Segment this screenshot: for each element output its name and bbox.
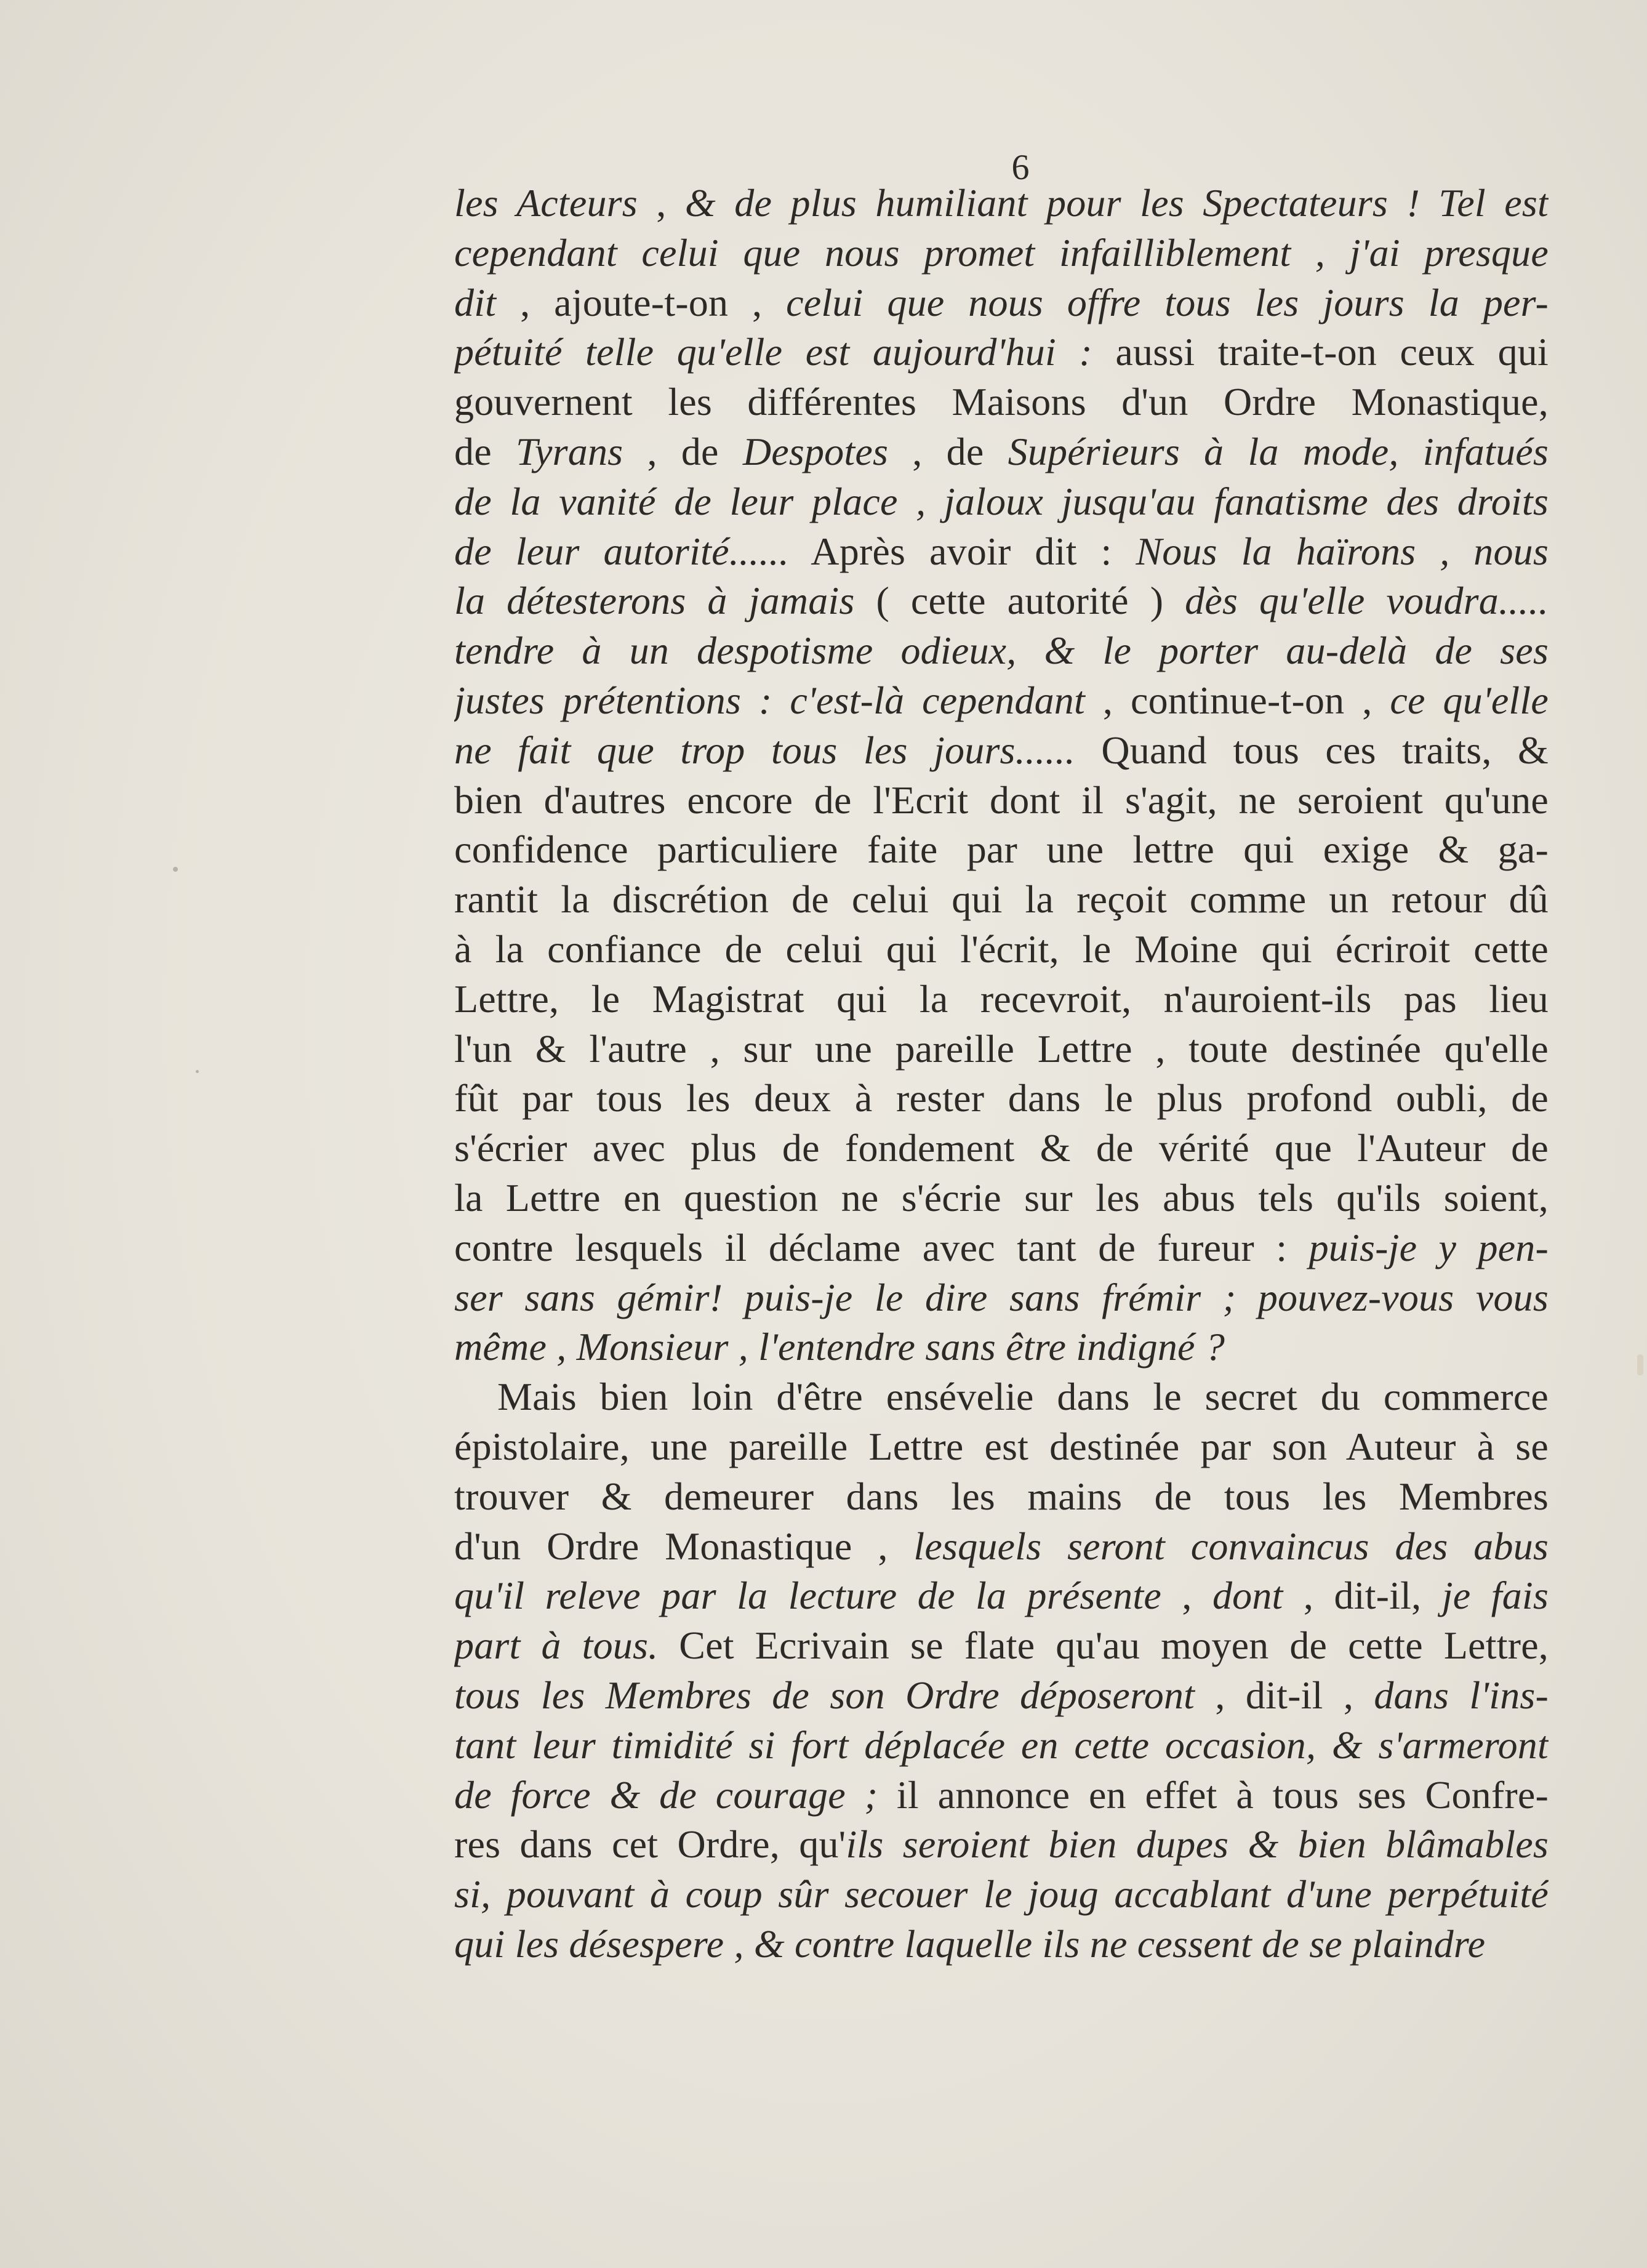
text-segment: gouvernent les différentes Maisons d'un Ordre Monastique, bbox=[454, 380, 1549, 424]
text-segment: de bbox=[454, 429, 516, 473]
text-segment: Lettre, le Magistrat qui la recevroit, n'auroient-ils pas lieu bbox=[454, 976, 1549, 1021]
text-segment: épistolaire, une pareille Lettre est destinée par son Auteur à se bbox=[454, 1424, 1549, 1468]
text-segment: Après avoir dit : bbox=[788, 529, 1136, 573]
text-segment: Mais bien loin d'être ensévelie dans le secret du commerce bbox=[497, 1375, 1549, 1419]
text-segment: contre lesquels il déclame avec tant de fureur : bbox=[454, 1225, 1309, 1269]
italic-text-segment: qui les désespere , & contre laquelle ils ne cessent de se plaindre bbox=[454, 1921, 1486, 1966]
italic-text-segment: les Acteurs bbox=[454, 181, 638, 225]
text-segment: l'un & l'autre , sur une pareille Lettre , toute destinée qu'elle bbox=[454, 1026, 1549, 1071]
text-line bbox=[454, 328, 1549, 377]
text-line bbox=[454, 477, 1549, 527]
paper-speck bbox=[173, 867, 178, 872]
italic-text-segment: cependant celui que nous promet infailliblement , j'ai presque bbox=[454, 230, 1549, 275]
text-line bbox=[454, 1820, 1549, 1870]
text-segment: Cet Ecrivain se flate qu'au moyen de cette Lettre, bbox=[658, 1623, 1549, 1668]
italic-text-segment: dès qu'elle voudra..... bbox=[1185, 579, 1549, 623]
italic-text-segment: si, pouvant à coup sûr secouer le joug accablant d'une perpétuité bbox=[454, 1872, 1549, 1916]
text-segment: res dans cet Ordre, qu' bbox=[454, 1822, 846, 1867]
text-line bbox=[454, 1721, 1549, 1771]
text-line bbox=[454, 726, 1549, 776]
paper-speck bbox=[1637, 1354, 1643, 1375]
text-line bbox=[454, 228, 1549, 278]
italic-text-segment: de leur autorité...... bbox=[454, 529, 789, 573]
text-segment: bien d'autres encore de l'Ecrit dont il s'agit, ne seroient qu'une bbox=[454, 778, 1549, 822]
text-line bbox=[454, 925, 1549, 975]
text-segment: , bbox=[1161, 1574, 1212, 1618]
italic-text-segment: même , Monsieur , l'entendre sans être indigné ? bbox=[454, 1325, 1225, 1369]
text-segment: trouver & demeurer dans les mains de tous les Membres bbox=[454, 1474, 1549, 1518]
text-segment: à la confiance de celui qui l'écrit, le Moine qui écriroit cette bbox=[454, 927, 1549, 971]
text-segment: il annonce en effet à tous ses Confre- bbox=[878, 1772, 1549, 1817]
text-line bbox=[454, 1372, 1549, 1422]
text-segment: Quand tous ces traits, & bbox=[1075, 728, 1549, 772]
text-line bbox=[454, 1024, 1549, 1074]
text-line bbox=[454, 1173, 1549, 1223]
text-segment: ( cette autorité ) bbox=[854, 579, 1185, 623]
text-line bbox=[454, 825, 1549, 875]
text-segment: , de bbox=[888, 429, 1008, 473]
italic-text-segment: ne fait que trop tous les jours...... bbox=[454, 728, 1075, 772]
italic-text-segment: pétuité telle qu'elle est aujourd'hui : bbox=[454, 330, 1092, 374]
text-line bbox=[454, 1074, 1549, 1124]
italic-text-segment: la détesterons à jamais bbox=[454, 579, 855, 623]
italic-text-segment: dont bbox=[1212, 1574, 1283, 1618]
italic-text-segment: & de plus humiliant pour les Spectateurs ! Tel est bbox=[684, 181, 1549, 225]
italic-text-segment: de force & de courage ; bbox=[454, 1772, 878, 1817]
italic-text-segment: Despotes bbox=[742, 429, 889, 473]
text-line bbox=[454, 626, 1549, 676]
italic-text-segment: de la vanité de leur place , jaloux jusqu'au fanatisme des droits bbox=[454, 479, 1549, 523]
text-line bbox=[454, 776, 1549, 826]
text-line bbox=[454, 427, 1549, 477]
text-line bbox=[454, 1422, 1549, 1472]
body-text bbox=[454, 179, 1549, 1969]
text-line bbox=[454, 1870, 1549, 1920]
text-line bbox=[454, 1322, 1549, 1372]
text-line bbox=[454, 527, 1549, 577]
text-line bbox=[454, 576, 1549, 626]
text-segment: , dit-il , bbox=[1195, 1673, 1374, 1717]
text-segment: fût par tous les deux à rester dans le plus profond oubli, de bbox=[454, 1076, 1549, 1120]
text-segment: confidence particuliere faite par une lettre qui exige & ga- bbox=[454, 827, 1549, 872]
italic-text-segment: tant leur timidité si fort déplacée en cette occasion, & s'armeront bbox=[454, 1723, 1549, 1767]
text-line bbox=[454, 377, 1549, 427]
italic-text-segment: Supérieurs à la mode, infatués bbox=[1008, 429, 1549, 473]
text-segment: la Lettre en question ne s'écrie sur les abus tels qu'ils soient, bbox=[454, 1175, 1549, 1220]
italic-text-segment: tous les Membres de son Ordre déposeront bbox=[454, 1673, 1195, 1717]
text-segment: d'un Ordre Monastique , bbox=[454, 1524, 914, 1568]
text-segment: aussi traite-t-on ceux qui bbox=[1092, 330, 1549, 374]
text-segment: s'écrier avec plus de fondement & de vérité que l'Auteur de bbox=[454, 1126, 1549, 1170]
text-segment: , dit-il, bbox=[1283, 1574, 1442, 1618]
text-segment: rantit la discrétion de celui qui la reçoit comme un retour dû bbox=[454, 877, 1549, 922]
text-line bbox=[454, 1671, 1549, 1721]
text-line bbox=[454, 278, 1549, 328]
italic-text-segment: lesquels seront convaincus des abus bbox=[913, 1524, 1549, 1568]
text-line bbox=[454, 875, 1549, 925]
paper-speck bbox=[196, 1070, 199, 1073]
italic-text-segment: tendre à un despotisme odieux, & le porter au-delà de ses bbox=[454, 629, 1549, 673]
italic-text-segment: ser sans gémir! puis-je le dire sans frémir ; pouvez-vous vous bbox=[454, 1275, 1549, 1319]
text-line bbox=[454, 179, 1549, 228]
text-line bbox=[454, 1124, 1549, 1173]
text-line bbox=[454, 1571, 1549, 1621]
italic-text-segment: Nous la haïrons , nous bbox=[1136, 529, 1549, 573]
italic-text-segment: Tyrans bbox=[516, 429, 623, 473]
text-line bbox=[454, 1920, 1549, 1969]
text-segment: , continue-t-on , bbox=[1084, 678, 1390, 722]
italic-text-segment: puis-je y pen- bbox=[1308, 1225, 1549, 1269]
text-line bbox=[454, 975, 1549, 1024]
italic-text-segment: dit bbox=[454, 280, 497, 324]
italic-text-segment: je fais bbox=[1441, 1574, 1549, 1618]
italic-text-segment: ce qu'elle bbox=[1390, 678, 1549, 722]
page-number: 6 bbox=[1011, 147, 1030, 187]
italic-text-segment: part à tous. bbox=[454, 1623, 659, 1668]
text-line bbox=[454, 1771, 1549, 1820]
italic-text-segment: ils seroient bien dupes & bien blâmables bbox=[846, 1822, 1549, 1867]
text-line bbox=[454, 1621, 1549, 1671]
italic-text-segment: justes prétentions : c'est-là cependant bbox=[454, 678, 1085, 722]
text-segment: , ajoute-t-on , bbox=[496, 280, 787, 324]
italic-text-segment: celui que nous offre tous les jours la per- bbox=[786, 280, 1549, 324]
text-line bbox=[454, 1223, 1549, 1273]
text-line bbox=[454, 676, 1549, 726]
italic-text-segment: dans l'ins- bbox=[1374, 1673, 1549, 1717]
text-segment: , de bbox=[623, 429, 743, 473]
text-segment: , bbox=[637, 181, 685, 225]
text-line bbox=[454, 1522, 1549, 1572]
italic-text-segment: qu'il releve par la lecture de la présente bbox=[454, 1574, 1161, 1618]
text-line bbox=[454, 1472, 1549, 1522]
text-line bbox=[454, 1273, 1549, 1323]
